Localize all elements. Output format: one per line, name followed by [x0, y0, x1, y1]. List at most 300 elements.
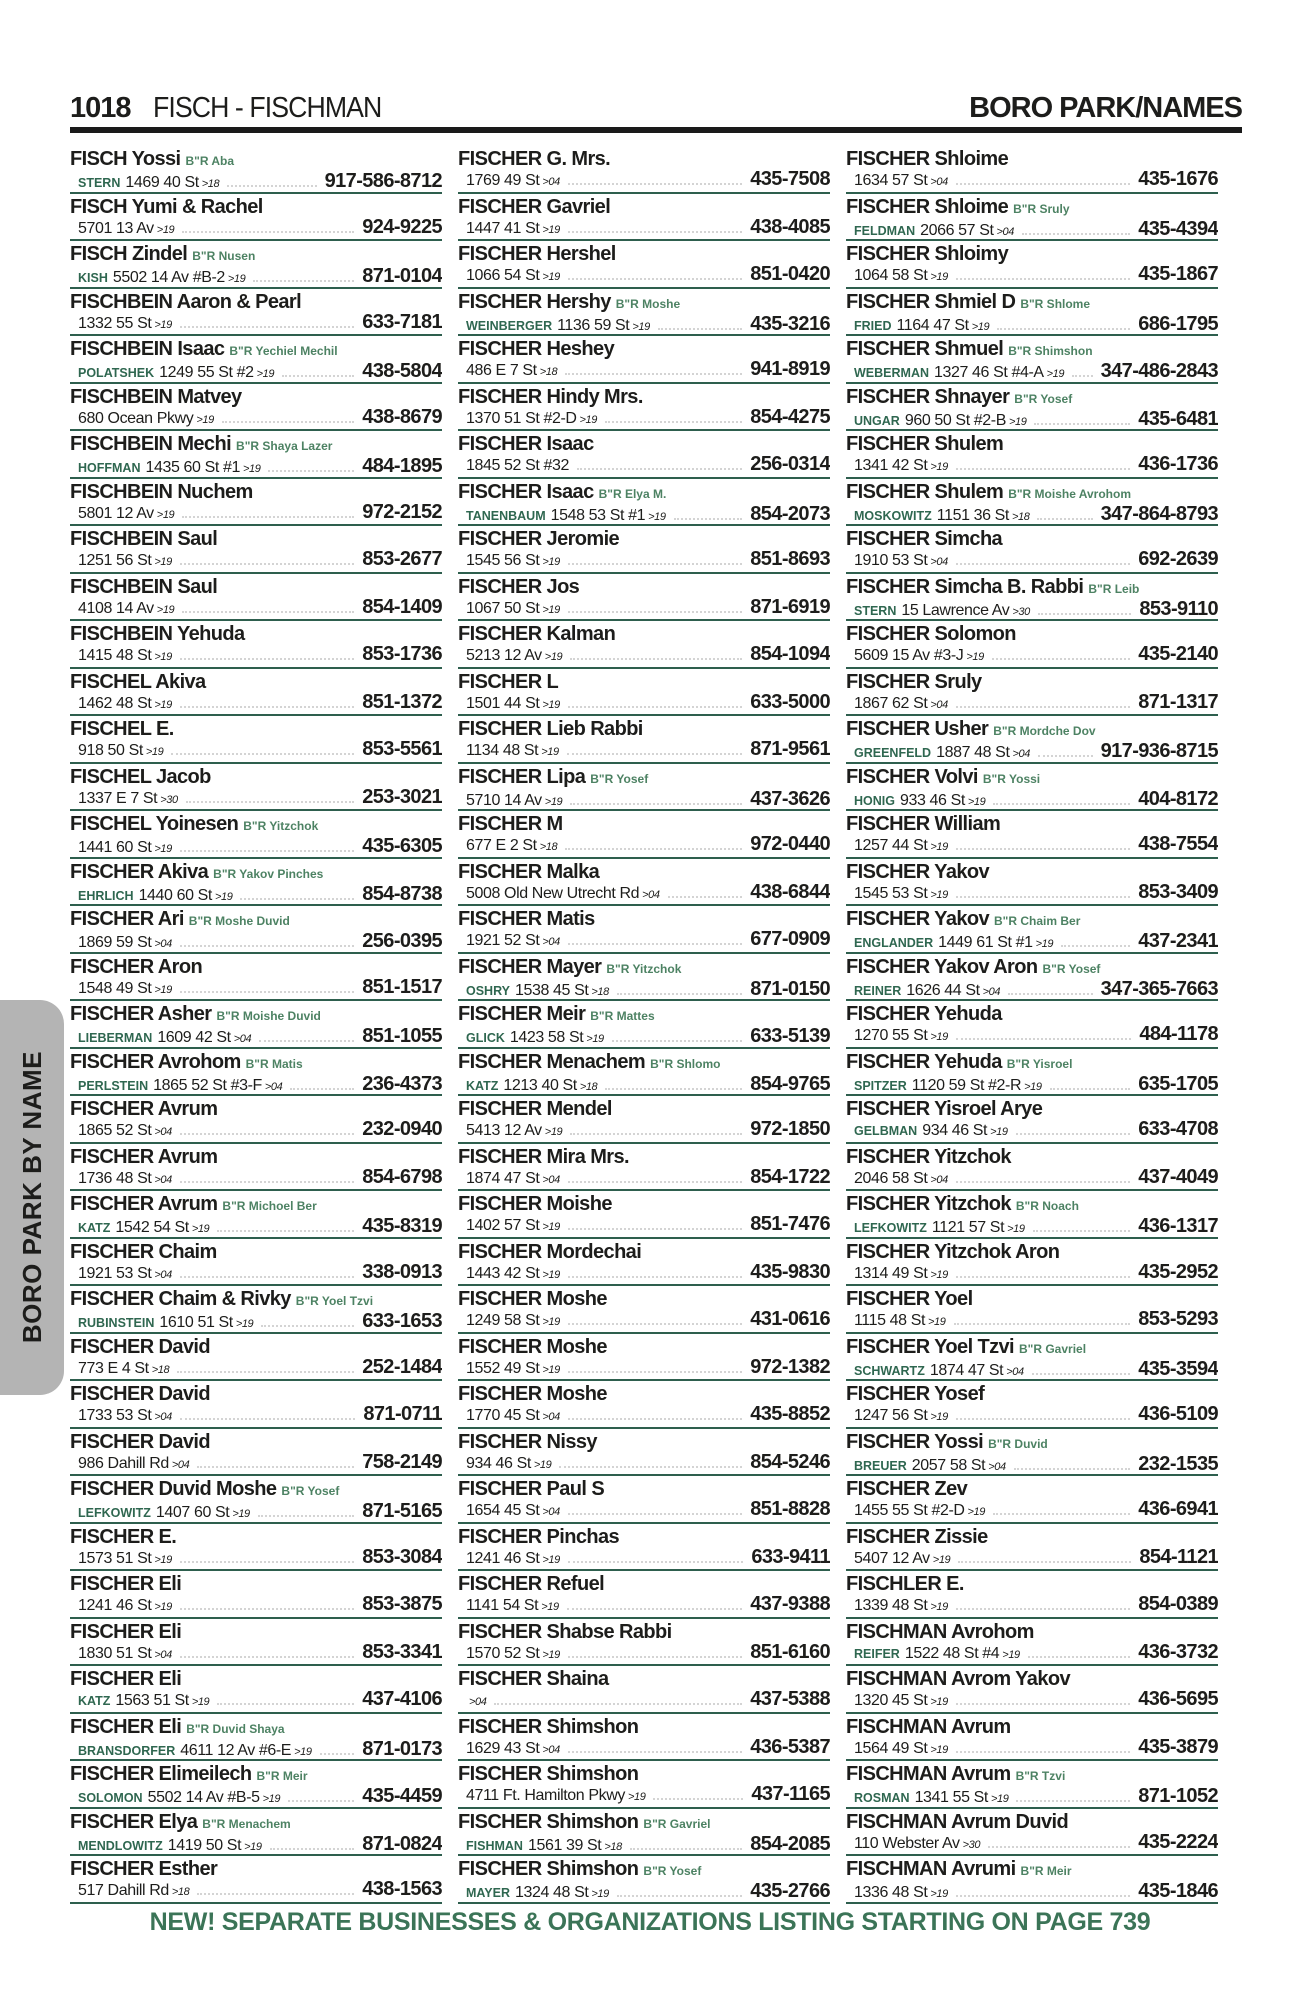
- entry-phone: 435-3594: [1138, 1357, 1218, 1380]
- entry-phone: 435-4459: [362, 1785, 442, 1807]
- entry-phone: 917-586-8712: [324, 170, 442, 192]
- entry-br: B"R Moshe Duvid: [188, 914, 290, 928]
- dotted-leader: [956, 278, 1130, 280]
- entry-address: 1610 51 St: [159, 1314, 233, 1331]
- entry-district: >18: [591, 985, 609, 998]
- entry-address: 1830 51 St: [78, 1644, 152, 1662]
- directory-entry: [70, 1144, 442, 1192]
- dotted-leader: [988, 1846, 1130, 1848]
- entry-phone: 853-2677: [362, 548, 442, 570]
- entry-surname: WEBERMAN: [854, 366, 929, 380]
- entry-district: >19: [544, 1126, 563, 1138]
- entry-district: >19: [1035, 938, 1054, 950]
- entry-br: B"R Gavriel: [643, 1816, 711, 1831]
- entry-phone: 853-3084: [362, 1545, 442, 1568]
- entry-name: FISCHER Shloime: [846, 148, 1009, 170]
- entry-phone: 851-6160: [750, 1640, 830, 1663]
- entry-br: B"R Tzvi: [1015, 1769, 1066, 1783]
- entry-phone: 972-1382: [750, 1355, 830, 1378]
- dotted-leader: [568, 611, 742, 613]
- directory-entry: [70, 859, 442, 907]
- entry-br: B"R Yitzchok: [606, 961, 682, 976]
- entry-br: B"R Sruly: [1013, 201, 1070, 216]
- entry-phone: 435-2140: [1138, 643, 1218, 665]
- directory-entry: [846, 336, 1218, 384]
- entry-address: 1327 46 St #4-A: [934, 364, 1044, 381]
- entry-district: >04: [542, 936, 560, 948]
- entry-phone: 438-7554: [1138, 833, 1218, 855]
- dotted-leader: [268, 470, 354, 472]
- entry-district: >18: [539, 841, 558, 853]
- dotted-leader: [956, 1276, 1130, 1278]
- dotted-leader: [180, 326, 354, 328]
- entry-district: >04: [264, 1080, 283, 1093]
- dotted-leader: [568, 943, 742, 945]
- entry-district: >04: [542, 1173, 560, 1186]
- entry-br: B"R Yoel Tzvi: [295, 1294, 374, 1308]
- entry-address: 1443 42 St: [466, 1264, 540, 1282]
- directory-entry: [846, 1001, 1218, 1049]
- dotted-leader: [568, 1276, 742, 1278]
- directory-entry: [458, 431, 830, 479]
- entry-district: >19: [1024, 1080, 1042, 1093]
- directory-entry: [846, 1761, 1218, 1809]
- dotted-leader: [253, 280, 354, 282]
- directory-entry: [458, 1429, 830, 1477]
- directory-entry: [458, 146, 830, 194]
- entry-district: >19: [262, 1793, 281, 1805]
- entry-phone: 758-2149: [362, 1450, 442, 1473]
- dotted-leader: [180, 1181, 354, 1183]
- entry-phone: 256-0395: [362, 930, 442, 952]
- dotted-leader: [1014, 1468, 1131, 1470]
- dotted-leader: [993, 1513, 1130, 1515]
- entry-name: FISCHER Pinchas: [458, 1525, 620, 1548]
- entry-district: >18: [604, 1840, 622, 1853]
- dotted-leader: [217, 1703, 354, 1705]
- dotted-leader: [568, 1371, 742, 1373]
- entry-address: 1339 48 St: [854, 1597, 928, 1614]
- entry-name: FISCHER Zev: [846, 1478, 968, 1500]
- entry-address: 1845 52 St #32: [466, 457, 569, 474]
- directory-entry: [70, 1429, 442, 1477]
- entry-name: FISCHER Shaina: [458, 1668, 609, 1690]
- entry-name: FISCHER Yosef: [846, 1383, 985, 1405]
- entry-name: FISCHER Yoel Tzvi: [846, 1335, 1014, 1358]
- entry-phone: 435-7508: [750, 168, 830, 190]
- entry-br: B"R Meir: [256, 1769, 308, 1783]
- entry-address: 5502 14 Av #B-5: [147, 1789, 260, 1806]
- entry-district: >19: [930, 1411, 948, 1423]
- entry-name: FISCH Zindel: [70, 243, 188, 265]
- entry-name: FISCHMAN Avrom Yakov: [846, 1668, 1070, 1690]
- entry-phone: 435-4394: [1138, 217, 1218, 240]
- dotted-leader: [568, 1323, 742, 1325]
- dotted-leader: [177, 1371, 354, 1373]
- directory-entry: [846, 431, 1218, 479]
- entry-name: FISCHER Yehuda: [846, 1050, 1002, 1073]
- entry-phone: 851-0420: [750, 263, 830, 285]
- entry-name: FISCHER William: [846, 813, 1001, 835]
- entry-name: FISCHEL Jacob: [70, 765, 211, 788]
- entry-surname: HONIG: [854, 793, 895, 808]
- entry-address: 1545 53 St: [854, 884, 928, 902]
- entry-district: >30: [962, 1838, 981, 1851]
- entry-br: B"R Mattes: [590, 1009, 655, 1023]
- entry-name: FISCHER Shloime: [846, 195, 1009, 218]
- dotted-leader: [577, 468, 742, 470]
- entry-district: >19: [154, 556, 172, 568]
- entry-name: FISCHER Eli: [70, 1715, 182, 1738]
- directory-entry: [846, 1144, 1218, 1192]
- entry-address: 1370 51 St #2-D: [466, 409, 577, 427]
- entry-br: B"R Gavriel: [1018, 1341, 1087, 1356]
- entry-district: >04: [154, 1411, 172, 1423]
- entry-district: >19: [928, 1316, 946, 1328]
- directory-entry: [70, 526, 442, 574]
- directory-entry: [846, 764, 1218, 812]
- directory-entry: [846, 1286, 1218, 1334]
- entry-address: 5801 12 Av: [78, 504, 154, 522]
- directory-entry: [458, 669, 830, 717]
- dotted-leader: [956, 1608, 1130, 1610]
- entry-phone: 972-2152: [362, 500, 442, 523]
- entry-address: 1874 47 St: [929, 1361, 1004, 1379]
- entry-district: >19: [627, 1791, 646, 1803]
- entry-surname: STERN: [78, 176, 121, 190]
- entry-address: 986 Dahill Rd: [78, 1454, 169, 1472]
- dotted-leader: [567, 753, 743, 755]
- directory-entry: [846, 954, 1218, 1002]
- dotted-leader: [197, 1893, 354, 1895]
- directory-entry: [846, 1856, 1218, 1904]
- entry-district: >19: [235, 1318, 254, 1330]
- entry-name: FISCHER Zissie: [846, 1525, 988, 1548]
- entry-name: FISCHBEIN Aaron & Pearl: [70, 290, 302, 313]
- entry-name: FISCHER Paul S: [458, 1478, 605, 1500]
- entry-district: >04: [154, 938, 172, 950]
- entry-district: >19: [256, 368, 275, 380]
- entry-address: 2046 58 St: [854, 1169, 928, 1187]
- entry-name: FISCHER Elimeilech: [70, 1763, 252, 1785]
- dotted-leader: [182, 611, 354, 613]
- entry-address: 1134 48 St: [466, 742, 539, 759]
- entry-district: >04: [542, 176, 560, 188]
- entry-address: 1770 45 St: [466, 1407, 540, 1424]
- directory-entry: [70, 1001, 442, 1049]
- entry-surname: LEFKOWITZ: [854, 1221, 927, 1235]
- directory-entry: [70, 336, 442, 384]
- entry-surname: UNGAR: [854, 413, 900, 428]
- entry-address: 2057 58 St: [911, 1456, 986, 1474]
- entry-address: 1867 62 St: [854, 694, 928, 712]
- entry-district: >19: [932, 1553, 951, 1566]
- entry-district: >19: [154, 698, 172, 711]
- directory-entry: [458, 1049, 830, 1097]
- entry-br: B"R Shlomo: [650, 1056, 721, 1071]
- entry-district: >18: [171, 1886, 190, 1898]
- entry-district: >19: [542, 1316, 560, 1328]
- entry-surname: GREENFELD: [854, 746, 932, 760]
- directory-entry: [458, 1381, 830, 1429]
- entry-name: FISCHMAN Avrum: [846, 1763, 1011, 1785]
- header-rule: [70, 127, 1242, 133]
- entry-address: 5008 Old New Utrecht Rd: [466, 884, 640, 902]
- directory-entry: [458, 336, 830, 384]
- directory-entry: [846, 811, 1218, 859]
- directory-entry: [846, 1191, 1218, 1239]
- directory-entry: [70, 1666, 442, 1714]
- entry-district: >19: [648, 510, 666, 523]
- entry-district: >19: [586, 1033, 604, 1045]
- entry-br: B"R Aba: [185, 154, 235, 168]
- entry-phone: 871-9561: [750, 738, 830, 760]
- entry-district: >19: [1007, 1223, 1025, 1235]
- entry-address: 1865 52 St: [78, 1122, 152, 1139]
- entry-name: FISCHER Menachem: [458, 1050, 646, 1073]
- entry-phone: 972-0440: [750, 833, 830, 855]
- dotted-leader: [1008, 993, 1093, 995]
- dotted-leader: [956, 468, 1130, 470]
- entry-br: B"R Duvid: [988, 1436, 1048, 1451]
- directory-entry: [458, 1191, 830, 1239]
- entry-br: B"R Yakov Pinches: [213, 866, 324, 881]
- entry-name: FISCHER Duvid Moshe: [70, 1478, 277, 1500]
- entry-address: 1548 49 St: [78, 979, 152, 997]
- dotted-leader: [570, 658, 742, 660]
- entry-address: 5502 14 Av #B-2: [112, 269, 225, 286]
- dotted-leader: [674, 518, 743, 520]
- entry-phone: 854-1094: [750, 643, 830, 665]
- entry-phone: 854-5246: [750, 1450, 830, 1473]
- dotted-leader: [180, 658, 354, 660]
- entry-district: >04: [1006, 1365, 1024, 1378]
- entry-district: >19: [191, 1223, 210, 1235]
- entry-surname: WEINBERGER: [466, 318, 553, 333]
- entry-br: B"R Matis: [245, 1056, 303, 1071]
- entry-name: FISCHER Shmiel D: [846, 290, 1016, 313]
- entry-phone: 437-4049: [1138, 1165, 1218, 1188]
- entry-phone: 854-2085: [750, 1832, 830, 1855]
- entry-phone: 232-1535: [1138, 1452, 1218, 1475]
- directory-entry: [846, 1714, 1218, 1762]
- entry-br: B"R Yosef: [1042, 961, 1101, 976]
- dotted-leader: [956, 896, 1130, 898]
- dotted-leader: [997, 328, 1130, 330]
- entry-address: 1769 49 St: [466, 172, 540, 189]
- entry-surname: OSHRY: [466, 983, 510, 998]
- entry-br: B"R Shaya Lazer: [236, 439, 333, 453]
- entry-district: >19: [541, 1601, 559, 1613]
- dotted-leader: [1022, 233, 1130, 235]
- directory-entry: [846, 289, 1218, 337]
- entry-name: FISCHER David: [70, 1335, 211, 1358]
- directory-entry: [846, 1381, 1218, 1429]
- entry-br: B"R Chaim Ber: [994, 914, 1081, 928]
- directory-entry: [846, 1239, 1218, 1287]
- dotted-leader: [270, 1848, 355, 1850]
- entry-phone: 854-6798: [362, 1165, 442, 1188]
- entry-district: >19: [196, 413, 214, 426]
- entry-district: >04: [930, 176, 948, 188]
- entry-address: 1067 50 St: [466, 599, 540, 617]
- entry-phone: 871-0173: [362, 1737, 442, 1760]
- entry-phone: 438-6844: [750, 880, 830, 903]
- entry-district: >19: [971, 320, 990, 333]
- entry-br: B"R Meir: [1020, 1864, 1072, 1878]
- directory-entry: [458, 526, 830, 574]
- entry-address: 5413 12 Av: [466, 1122, 542, 1139]
- entry-br: B"R Yisroel: [1006, 1056, 1073, 1071]
- entry-phone: 851-1372: [362, 690, 442, 713]
- directory-entry: [70, 431, 442, 479]
- entry-district: >19: [1002, 1648, 1020, 1661]
- entry-name: FISCHER Chaim: [70, 1240, 217, 1263]
- directory-entry: [70, 716, 442, 764]
- entry-phone: 854-1722: [750, 1165, 830, 1188]
- dotted-leader: [180, 1276, 354, 1278]
- directory-entry: [846, 621, 1218, 669]
- entry-address: 1455 55 St #2-D: [854, 1502, 965, 1519]
- entry-district: >19: [1009, 415, 1027, 428]
- entry-phone: 435-6305: [362, 835, 442, 857]
- directory-entry: [458, 1524, 830, 1572]
- entry-phone: 236-4373: [362, 1072, 442, 1095]
- entry-phone: 347-486-2843: [1100, 360, 1218, 382]
- entry-address: 1324 48 St: [515, 1884, 589, 1901]
- directory-entry: [70, 1239, 442, 1287]
- entry-address: 1573 51 St: [78, 1549, 152, 1567]
- dotted-leader: [956, 1703, 1130, 1705]
- dotted-leader: [568, 1656, 742, 1658]
- entry-surname: KATZ: [78, 1694, 111, 1708]
- entry-district: >19: [244, 1840, 262, 1853]
- entry-phone: 871-0824: [362, 1832, 442, 1855]
- directory-entry: [70, 479, 442, 527]
- entry-surname: MENDLOWITZ: [78, 1838, 163, 1853]
- entry-surname: KISH: [78, 271, 108, 285]
- entry-district: >04: [642, 888, 660, 901]
- dotted-leader: [568, 183, 742, 185]
- entry-district: >19: [930, 1031, 948, 1043]
- entry-address: 15 Lawrence Av: [901, 601, 1010, 619]
- entry-name: FISCHER Shimshon: [458, 1763, 639, 1785]
- entry-surname: FELDMAN: [854, 223, 916, 238]
- entry-name: FISCHER Shmuel: [846, 338, 1004, 360]
- entry-address: 1910 53 St: [854, 552, 928, 569]
- directory-entry: [458, 194, 830, 242]
- entry-surname: KATZ: [466, 1078, 499, 1093]
- entry-surname: LEFKOWITZ: [78, 1506, 151, 1520]
- entry-name: FISCHER Yakov: [846, 908, 990, 930]
- entry-address: 1341 42 St: [854, 457, 928, 474]
- entry-district: >18: [539, 366, 558, 378]
- entry-name: FISCHER Lipa: [458, 765, 586, 788]
- entry-district: >19: [156, 603, 175, 616]
- entry-district: >04: [233, 1033, 252, 1045]
- directory-entry: [70, 1571, 442, 1619]
- entry-phone: 633-7181: [362, 310, 442, 333]
- entry-surname: SPITZER: [854, 1078, 907, 1093]
- dotted-leader: [956, 706, 1130, 708]
- directory-entry: [458, 716, 830, 764]
- dotted-leader: [612, 1040, 743, 1042]
- entry-address: 1733 53 St: [78, 1407, 152, 1424]
- directory-entry: [846, 1096, 1218, 1144]
- entry-name: FISCHER Shloimy: [846, 243, 1009, 265]
- entry-phone: 633-4708: [1138, 1118, 1218, 1140]
- entry-district: >19: [930, 841, 948, 853]
- entry-address: 1115 48 St: [854, 1312, 926, 1329]
- entry-name: FISCHER Eli: [70, 1573, 182, 1595]
- entry-address: 1449 61 St #1: [938, 934, 1033, 951]
- entry-name: FISCHMAN Avrohom: [846, 1620, 1034, 1643]
- entry-district: >30: [160, 793, 178, 806]
- entry-phone: 871-0711: [363, 1403, 442, 1425]
- entry-name: FISCHER Aron: [70, 955, 203, 978]
- entry-district: >04: [982, 985, 1001, 998]
- directory-entry: [846, 1619, 1218, 1667]
- entry-name: FISCHER Refuel: [458, 1573, 605, 1595]
- entry-phone: 853-5293: [1138, 1308, 1218, 1330]
- entry-name: FISCHMAN Avrum Duvid: [846, 1810, 1069, 1833]
- entry-district: >04: [542, 1506, 560, 1518]
- directory-entry: [458, 621, 830, 669]
- directory-entry: [70, 764, 442, 812]
- dotted-leader: [658, 328, 742, 330]
- directory-entry: [846, 1476, 1218, 1524]
- entry-phone: 347-864-8793: [1100, 502, 1218, 525]
- page-header: [70, 92, 1242, 125]
- entry-address: 1257 44 St: [854, 837, 928, 854]
- directory-entry: [846, 479, 1218, 527]
- dotted-leader: [186, 801, 355, 803]
- entry-br: B"R Leib: [1088, 581, 1140, 596]
- entry-phone: 256-0314: [750, 453, 830, 475]
- entry-name: FISCHER Yossi: [846, 1430, 984, 1453]
- dotted-leader: [258, 1515, 354, 1517]
- dotted-leader: [570, 1133, 742, 1135]
- directory-entry: [458, 241, 830, 289]
- entry-surname: GELBMAN: [854, 1124, 918, 1138]
- entry-name: FISCHER Volvi: [846, 765, 978, 788]
- dotted-leader: [565, 373, 742, 375]
- entry-address: 680 Ocean Pkwy: [78, 409, 194, 427]
- dotted-leader: [1061, 945, 1130, 947]
- dotted-leader: [568, 278, 742, 280]
- entry-name: FISCHER Matis: [458, 908, 595, 930]
- entry-phone: 686-1795: [1138, 312, 1218, 335]
- entry-phone: 854-2073: [750, 502, 830, 525]
- sidebar-tab: [0, 1000, 64, 1395]
- entry-phone: 854-8738: [362, 882, 442, 905]
- entry-district: >19: [156, 223, 175, 236]
- entry-phone: 436-3732: [1138, 1640, 1218, 1663]
- entry-name: FISCHER Kalman: [458, 623, 616, 645]
- entry-address: 1332 55 St: [78, 314, 152, 332]
- entry-name: FISCHER Avrum: [70, 1145, 218, 1168]
- entry-name: FISCHER Simcha: [846, 528, 1003, 550]
- dotted-leader: [568, 1181, 742, 1183]
- dotted-leader: [568, 1513, 742, 1515]
- entry-phone: 633-5139: [750, 1025, 830, 1047]
- entry-district: >19: [967, 1506, 985, 1518]
- directory-entry: [846, 146, 1218, 194]
- directory-entry: [70, 669, 442, 717]
- directory-entry: [846, 1049, 1218, 1097]
- entry-phone: 253-3021: [362, 785, 442, 808]
- directory-entry: [846, 194, 1218, 242]
